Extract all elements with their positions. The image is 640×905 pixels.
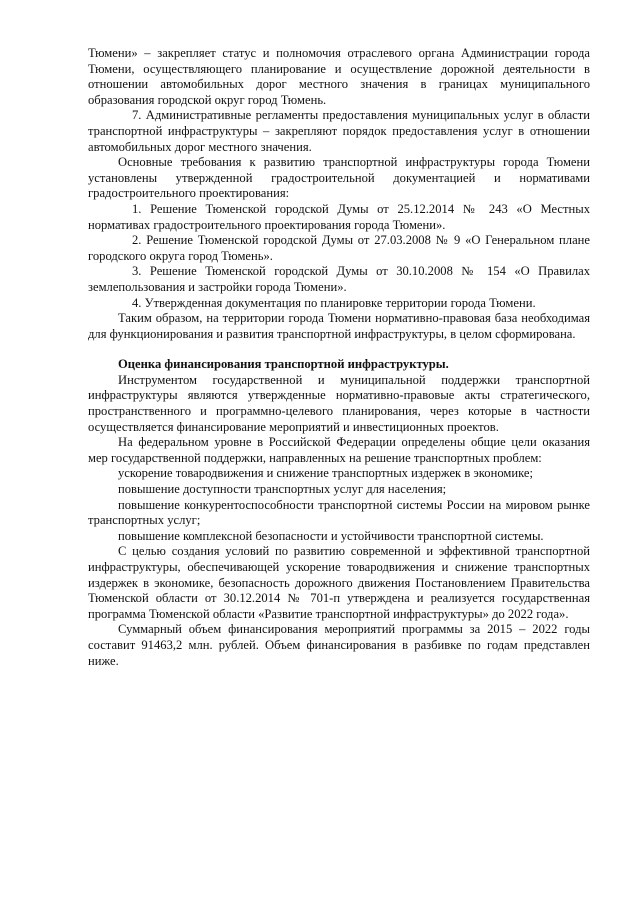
section-heading: Оценка финансирования транспортной инфраструктуры.	[118, 357, 449, 372]
goal-item-2: повышение доступности транспортных услуг для населения;	[118, 482, 447, 497]
goal-item-3: повышение конкурентоспособности транспортной системы России на мировом рынке транспортных услуг;	[88, 497, 590, 528]
list-item-1: 1. Решение Тюменской городской Думы от 25.12.2014 № 243 «О Местных нормативах градостроительного проектирования города Тюмени».	[88, 201, 590, 232]
document-body	[88, 46, 590, 669]
paragraph-program: С целью создания условий по развитию современной и эффективной транспортной инфраструктуры, обеспечивающей ускорение товародвижения и снижение транспортных издержек в экономике, безопасность дорожного движения Постановлением Правительства Тюменской области от 30.12.2014 № 701-п утверждена и реализуется государственная программа Тюменской области «Развитие транспортной инфраструктуры» до 2022 года».	[88, 544, 590, 621]
goal-item-1: ускорение товародвижения и снижение транспортных издержек в экономике;	[118, 466, 533, 481]
paragraph-item-7: 7. Административные регламенты предоставления муниципальных услуг в области транспортной инфраструктуры – закрепляют порядок предоставления услуг в отношении автомобильных дорог местного значения.	[88, 108, 590, 154]
paragraph-financing: Суммарный объем финансирования мероприятий программы за 2015 – 2022 годы составит 91463,2 млн. рублей. Объем финансирования в разбивке по годам представлен ниже.	[88, 622, 590, 668]
paragraph-requirements: Основные требования к развитию транспортной инфраструктуры города Тюмени установлены утвержденной градостроительной документацией и нормативами градостроительного проектирования:	[88, 155, 590, 201]
paragraph-instruments: Инструментом государственной и муниципальной поддержки транспортной инфраструктуры являются утвержденные нормативно-правовые акты стратегического, пространственного и программно-целевого планирования, через которые в частности осуществляется финансирование мероприятий и инвестиционных проектов.	[88, 372, 590, 434]
list-item-3: 3. Решение Тюменской городской Думы от 30.10.2008 № 154 «О Правилах землепользования и застройки города Тюмени».	[88, 264, 590, 294]
list-item-4: 4. Утвержденная документация по планировке территории города Тюмени.	[132, 295, 536, 310]
goal-item-4: повышение комплексной безопасности и устойчивости транспортной системы.	[118, 528, 544, 543]
paragraph-conclusion: Таким образом, на территории города Тюмени нормативно-правовая база необходимая для функционирования и развития транспортной инфраструктуры, в целом сформирована.	[88, 311, 590, 341]
paragraph-federal: На федеральном уровне в Российской Федерации определены общие цели оказания мер государственной поддержки, направленных на решение транспортных проблем:	[88, 435, 590, 465]
section-gap	[88, 342, 590, 357]
list-item-2: 2. Решение Тюменской городской Думы от 27.03.2008 № 9 «О Генеральном плане городского округа город Тюмень».	[88, 233, 590, 263]
paragraph-1: Тюмени» – закрепляет статус и полномочия отраслевого органа Администрации города Тюмени, осуществляющего планирование и осуществление дорожной деятельности в отношении автомобильных дорог местного значения в границах муниципального образования городской округ город Тюмень.	[88, 46, 590, 107]
